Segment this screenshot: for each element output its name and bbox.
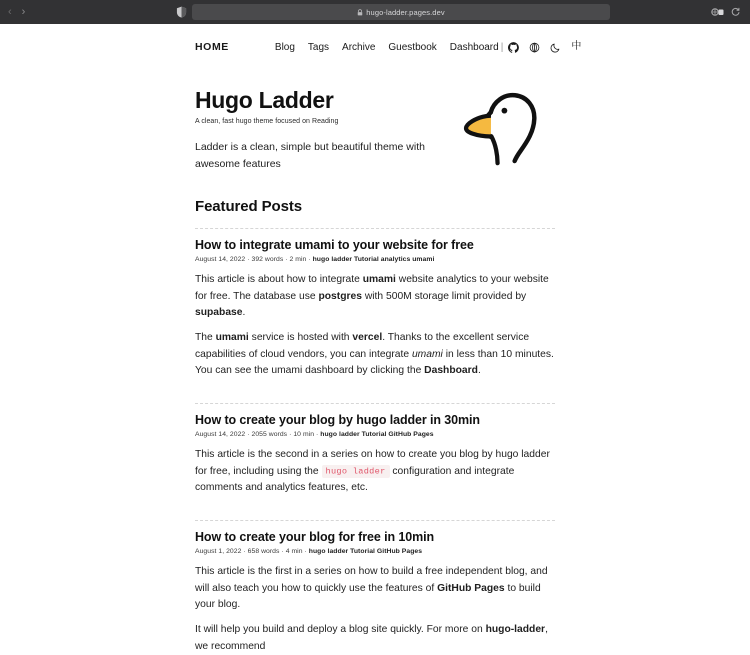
post-tags[interactable]: hugo ladder Tutorial GitHub Pages bbox=[320, 430, 434, 438]
bold-text: Dashboard bbox=[424, 365, 478, 377]
browser-chrome bbox=[0, 0, 750, 24]
forward-button[interactable]: › bbox=[21, 5, 26, 18]
post-item bbox=[195, 404, 555, 497]
text-run: , we recommend bbox=[195, 623, 548, 652]
site-navigation bbox=[195, 32, 582, 62]
meta-dot: · bbox=[247, 430, 252, 438]
post-body bbox=[195, 447, 555, 497]
post-title[interactable]: How to create your blog by hugo ladder in 30min bbox=[195, 412, 480, 427]
moon-icon[interactable] bbox=[550, 42, 561, 53]
reload-icon[interactable] bbox=[731, 7, 740, 17]
site-description: Ladder is a clean, simple but beautiful theme with awesome features bbox=[195, 141, 425, 170]
language-toggle[interactable]: 中 bbox=[571, 41, 582, 52]
meta-dot: · bbox=[289, 430, 294, 438]
nav-separator: | bbox=[500, 41, 504, 53]
post-item bbox=[195, 521, 555, 655]
text-run: This article is the second in a series on how to create you blog by hugo ladder for free, including using the bbox=[195, 448, 550, 477]
nav-links bbox=[275, 42, 499, 53]
hero-section bbox=[195, 62, 555, 172]
post-spacer bbox=[195, 497, 555, 507]
meta-dot: · bbox=[247, 255, 252, 263]
text-run: The bbox=[195, 331, 216, 343]
shield-toggle[interactable] bbox=[176, 0, 187, 24]
nav-item-archive[interactable]: Archive bbox=[342, 41, 376, 53]
url-text: hugo-ladder.pages.dev bbox=[366, 7, 445, 17]
bold-text: postgres bbox=[318, 290, 362, 302]
hero-text bbox=[195, 86, 427, 172]
post-tags[interactable]: hugo ladder Tutorial GitHub Pages bbox=[308, 547, 423, 555]
text-run: service is hosted with bbox=[248, 331, 353, 343]
post-meta bbox=[195, 548, 555, 555]
bold-text: supabase bbox=[195, 307, 243, 319]
text-run: This article is the first in a series on how to build a free independent blog, and will also teach you how to quickly use the features of bbox=[195, 565, 548, 594]
post-readtime: 4 min bbox=[285, 547, 303, 555]
paragraph bbox=[195, 447, 555, 497]
text-run: with 500M storage limit provided by bbox=[361, 290, 527, 302]
post-title[interactable]: How to integrate umami to your website for free bbox=[195, 237, 474, 252]
browser-nav-arrows bbox=[8, 7, 25, 18]
meta-dot: · bbox=[304, 547, 309, 555]
address-bar[interactable] bbox=[192, 4, 610, 20]
post-date: August 1, 2022 bbox=[195, 547, 242, 555]
bold-text: hugo-ladder bbox=[485, 623, 546, 635]
post-date: August 14, 2022 bbox=[195, 430, 246, 438]
nav-item-tags[interactable]: Tags bbox=[307, 41, 330, 53]
goose-head-illustration bbox=[455, 88, 541, 170]
paragraph bbox=[195, 272, 555, 322]
post-wordcount: 658 words bbox=[247, 547, 280, 555]
content-wrapper bbox=[195, 24, 582, 655]
text-run: configuration and integrate comments and analytics features, etc. bbox=[195, 465, 515, 494]
post-item bbox=[195, 229, 555, 380]
bold-text: GitHub Pages bbox=[437, 582, 505, 594]
nav-item-guestbook[interactable]: Guestbook bbox=[388, 41, 437, 53]
inline-code: hugo ladder bbox=[322, 465, 390, 478]
meta-dot: · bbox=[285, 255, 290, 263]
site-subtitle: A clean, fast hugo theme focused on Reading bbox=[195, 118, 339, 126]
tracker-protection-icon[interactable] bbox=[711, 7, 724, 18]
nav-item-blog[interactable]: Blog bbox=[274, 41, 295, 53]
post-spacer bbox=[195, 380, 555, 390]
text-run: website analytics to your website for free. The database use bbox=[195, 273, 549, 302]
paragraph bbox=[195, 330, 555, 380]
page-title: Hugo Ladder bbox=[195, 87, 334, 113]
meta-dot: · bbox=[281, 547, 286, 555]
post-readtime: 2 min bbox=[289, 255, 307, 263]
post-meta bbox=[195, 256, 555, 263]
text-run: This article is about how to integrate bbox=[195, 273, 363, 285]
post-readtime: 10 min bbox=[293, 430, 315, 438]
nav-icon-group bbox=[508, 42, 581, 53]
post-date: August 14, 2022 bbox=[195, 255, 246, 263]
post-body bbox=[195, 564, 555, 655]
text-run: . Thanks to the excellent service capabilities of cloud vendors, you can integrate bbox=[195, 331, 530, 360]
back-button[interactable]: ‹ bbox=[8, 5, 12, 18]
text-run: in less than 10 minutes. You can see the umami dashboard by clicking the bbox=[195, 348, 554, 377]
meta-dot: · bbox=[243, 547, 248, 555]
featured-posts-heading: Featured Posts bbox=[195, 197, 302, 215]
post-wordcount: 2055 words bbox=[251, 430, 288, 438]
post-title[interactable]: How to create your blog for free in 10min bbox=[195, 529, 434, 544]
lock-icon bbox=[357, 9, 363, 16]
meta-dot: · bbox=[308, 255, 313, 263]
meta-dot: · bbox=[316, 430, 321, 438]
italic-text: umami bbox=[411, 348, 443, 360]
text-run: . bbox=[477, 365, 481, 377]
page-content bbox=[0, 24, 750, 652]
chrome-right-actions bbox=[711, 0, 740, 24]
nav-item-home[interactable]: HOME bbox=[195, 41, 229, 53]
text-run: . bbox=[242, 307, 246, 319]
post-body bbox=[195, 272, 555, 380]
bold-text: umami bbox=[215, 331, 249, 343]
paragraph bbox=[195, 622, 555, 655]
nav-item-dashboard[interactable]: Dashboard bbox=[449, 41, 499, 53]
text-run: It will help you build and deploy a blog site quickly. For more on bbox=[195, 623, 486, 635]
text-run: to build your blog. bbox=[195, 582, 541, 611]
post-wordcount: 392 words bbox=[251, 255, 284, 263]
shield-icon bbox=[176, 6, 187, 18]
post-meta bbox=[195, 431, 555, 438]
bold-text: vercel bbox=[352, 331, 383, 343]
paragraph bbox=[195, 564, 555, 614]
github-icon[interactable] bbox=[508, 42, 519, 53]
globe-icon[interactable] bbox=[529, 42, 540, 53]
post-tags[interactable]: hugo ladder Tutorial analytics umami bbox=[312, 255, 435, 263]
bold-text: umami bbox=[362, 273, 396, 285]
